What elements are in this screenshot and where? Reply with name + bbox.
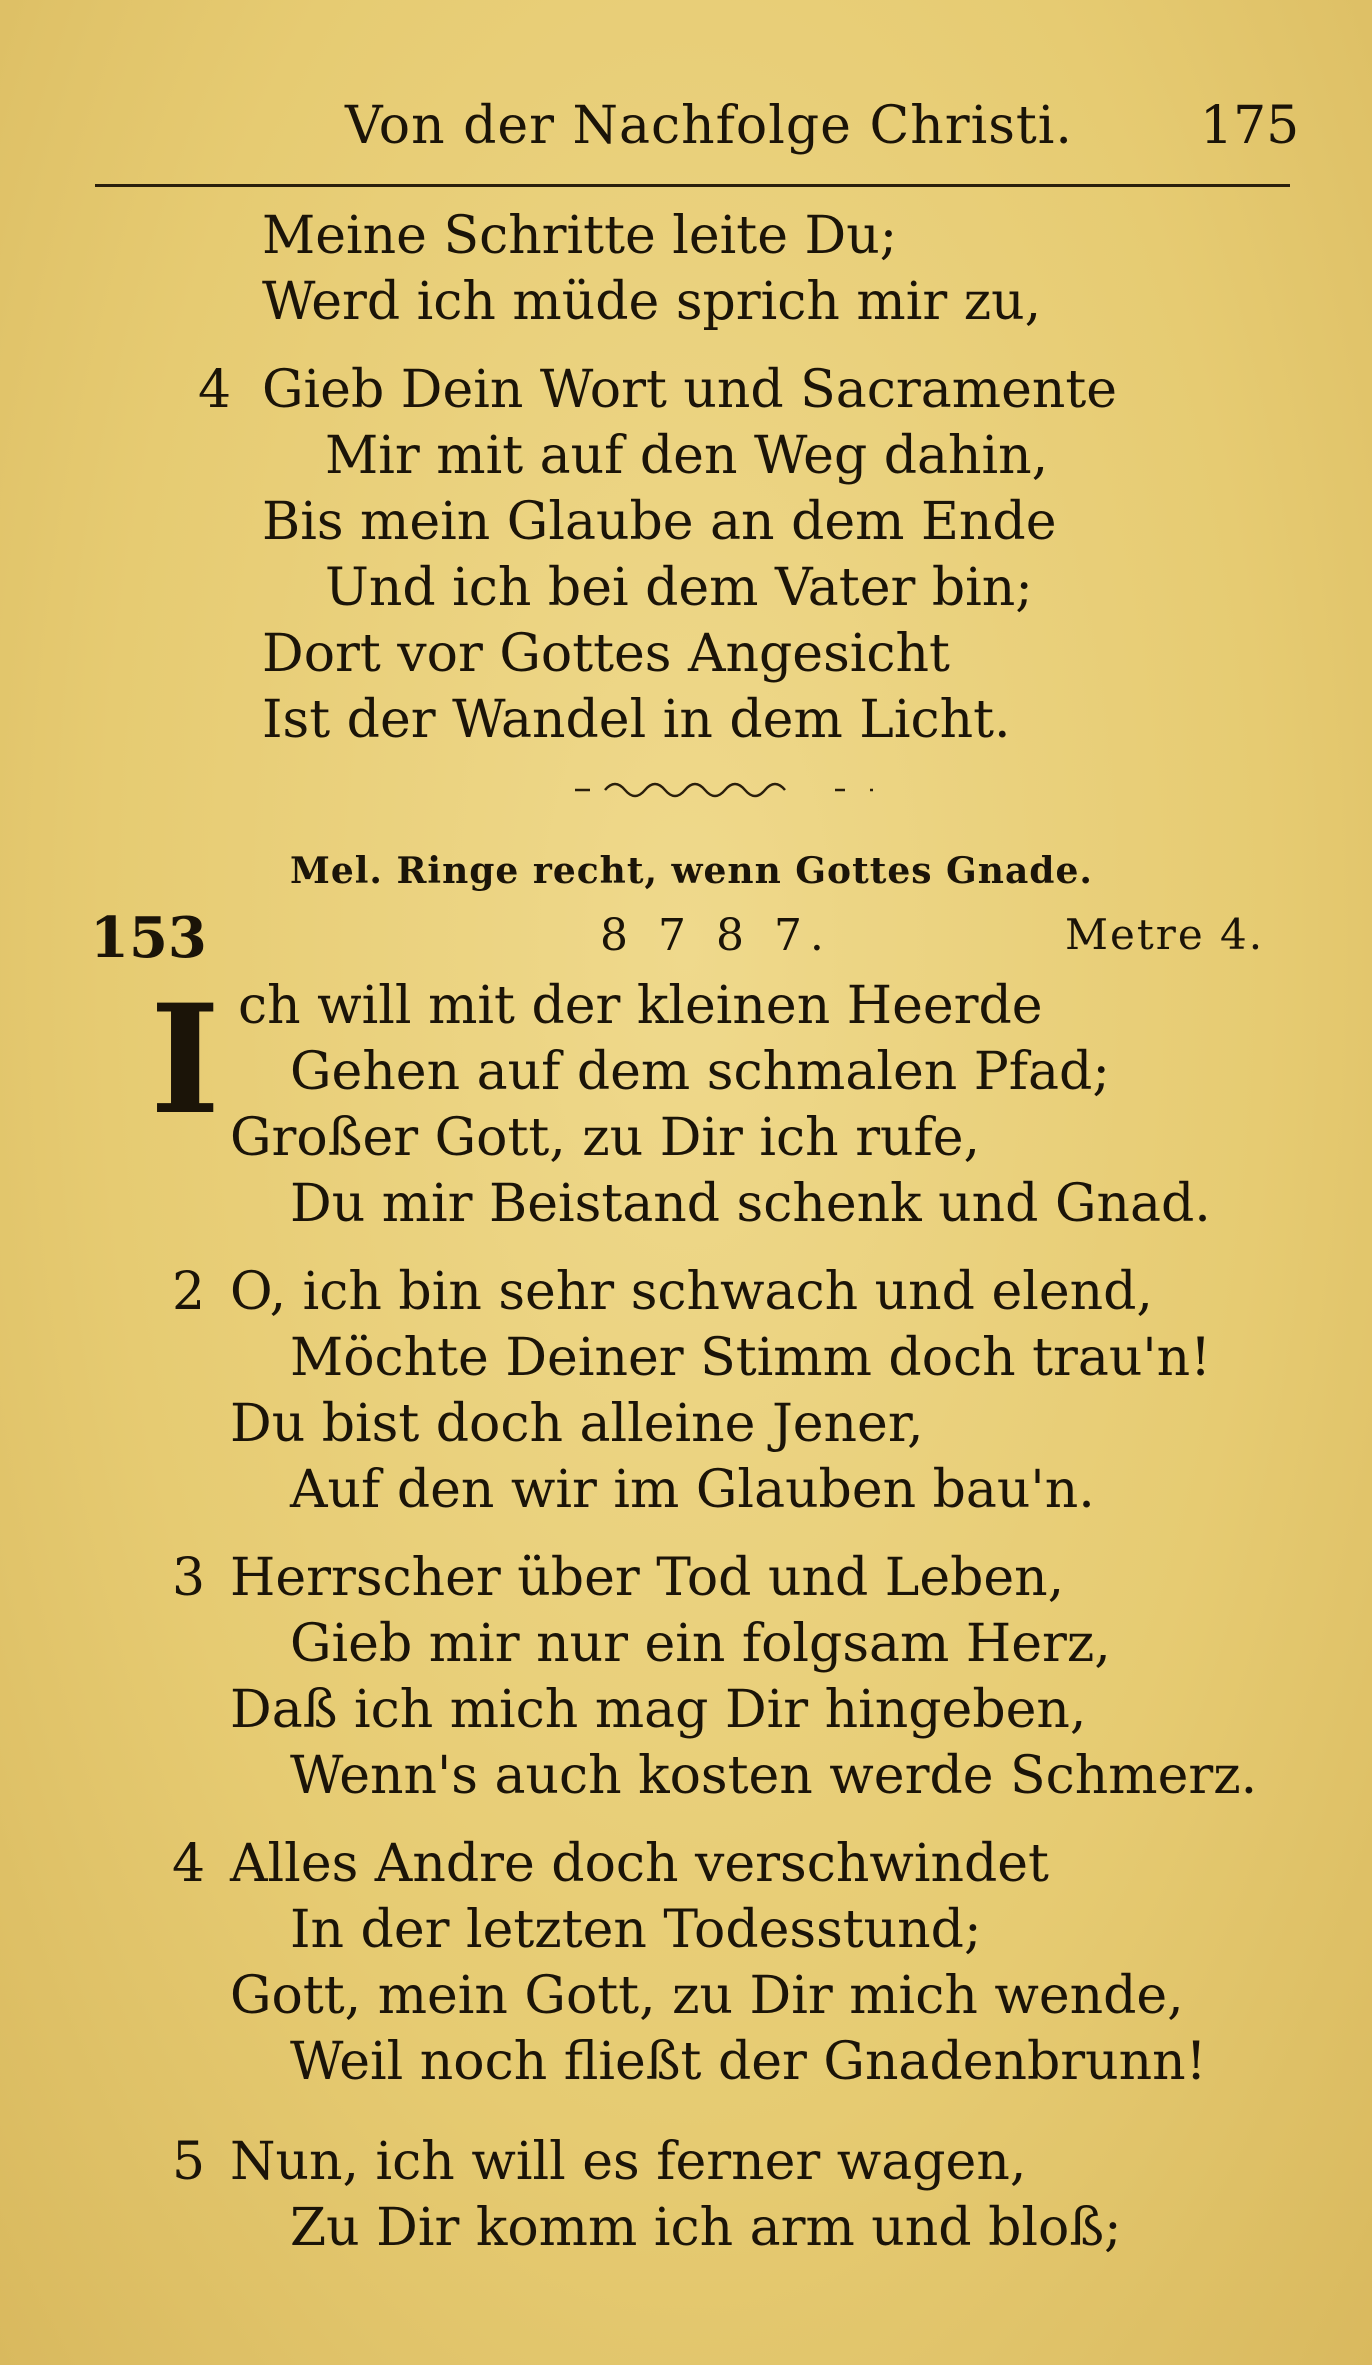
verse-line: Bis mein Glaube an dem Ende — [262, 492, 1057, 552]
verse-line: Zu Dir komm ich arm und bloß; — [290, 2198, 1122, 2258]
meter: 8 7 8 7. — [600, 910, 832, 961]
verse-line: Möchte Deiner Stimm doch trau'n! — [290, 1328, 1212, 1388]
drop-cap: I — [150, 972, 221, 1148]
verse-line: Mir mit auf den Weg dahin, — [325, 426, 1049, 486]
verse-line: Auf den wir im Glauben bau'n. — [290, 1460, 1095, 1520]
ornament-divider — [570, 775, 880, 805]
verse-number: 5 — [172, 2132, 206, 2192]
metre-label: Metre 4. — [1065, 910, 1265, 959]
verse-line: Du mir Beistand schenk und Gnad. — [290, 1174, 1211, 1234]
verse-line: Großer Gott, zu Dir ich rufe, — [230, 1108, 981, 1168]
melody-line: Mel. Ringe recht, wenn Gottes Gnade. — [290, 850, 1093, 892]
verse-line: In der letzten Todesstund; — [290, 1900, 982, 1960]
verse-line: Ist der Wandel in dem Licht. — [262, 690, 1011, 750]
verse-line: Alles Andre doch verschwindet — [230, 1834, 1049, 1894]
verse-line: Dort vor Gottes Angesicht — [262, 624, 950, 684]
verse-line: Gehen auf dem schmalen Pfad; — [290, 1042, 1110, 1102]
verse-line: Weil noch fließt der Gnadenbrunn! — [290, 2032, 1207, 2092]
verse-line: Gieb Dein Wort und Sacramente — [262, 360, 1118, 420]
verse-number: 4 — [172, 1834, 206, 1894]
header-rule — [95, 184, 1290, 187]
running-header: Von der Nachfolge Christi. — [345, 96, 1073, 156]
verse-line: ch will mit der kleinen Heerde — [238, 976, 1043, 1036]
verse-line: Meine Schritte leite Du; — [262, 206, 898, 266]
verse-line: Und ich bei dem Vater bin; — [325, 558, 1033, 618]
verse-line: Werd ich müde sprich mir zu, — [262, 272, 1042, 332]
verse-line: Herrscher über Tod und Leben, — [230, 1548, 1065, 1608]
page-number: 175 — [1200, 96, 1300, 156]
verse-line: Du bist doch alleine Jener, — [230, 1394, 924, 1454]
verse-line: O, ich bin sehr schwach und elend, — [230, 1262, 1153, 1322]
verse-number: 2 — [172, 1262, 206, 1322]
verse-line: Wenn's auch kosten werde Schmerz. — [290, 1746, 1258, 1806]
verse-line: Daß ich mich mag Dir hingeben, — [230, 1680, 1087, 1740]
hymn-number: 153 — [90, 905, 207, 971]
verse-number: 3 — [172, 1548, 206, 1608]
verse-line: Gieb mir nur ein folgsam Herz, — [290, 1614, 1111, 1674]
verse-line: Nun, ich will es ferner wagen, — [230, 2132, 1027, 2192]
verse-line: Gott, mein Gott, zu Dir mich wende, — [230, 1966, 1184, 2026]
verse-number: 4 — [198, 360, 232, 420]
